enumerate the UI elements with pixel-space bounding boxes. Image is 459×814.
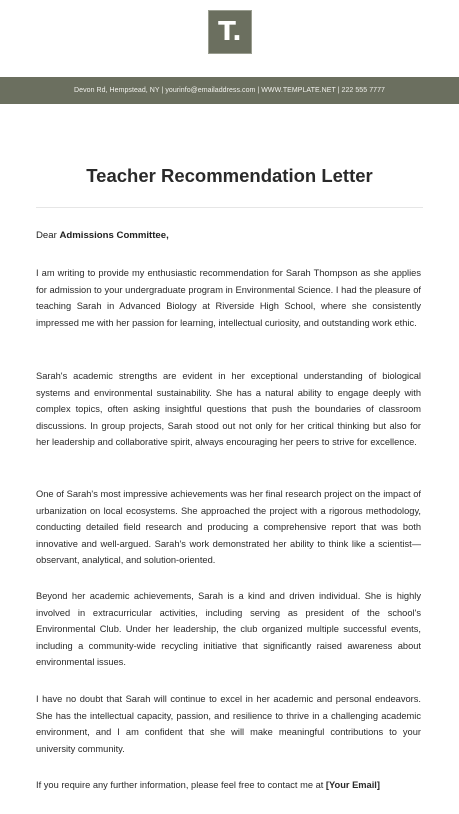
paragraph-strengths: Sarah's academic strengths are evident in her exceptional understanding of biological systems and environmental sustainability. She has a natural ability to engage deeply with complex topics, often asking insightful questions that push the boundaries of classroom discussions. In group projects, Sarah stood out not only for her critical thinking but also for her leadership and collaborative spirit, always encouraging her peers to strive for excellence. bbox=[36, 371, 421, 448]
salutation bbox=[36, 230, 169, 241]
paragraph-character: Beyond her academic achievements, Sarah is a kind and driven individual. She is highly involved in extracurricular activities, including serving as president of the school's Environmental Club. Under her leadership, the club organized multiple successful events, including a community-wide recycling initiative that significantly raised awareness about environmental issues. bbox=[36, 591, 421, 668]
paragraph-intro: I am writing to provide my enthusiastic recommendation for Sarah Thompson as she applies for admission to your undergraduate program in Environmental Science. I had the pleasure of teaching Sarah in Advanced Biology at Riverside High School, where she consistently impressed me with her passion for learning, intellectual curiosity, and outstanding work ethic. bbox=[36, 268, 421, 328]
company-logo bbox=[208, 10, 252, 54]
salutation-prefix: Dear bbox=[36, 230, 60, 241]
salutation-recipient: Admissions Committee, bbox=[59, 230, 169, 241]
letter-title: Teacher Recommendation Letter bbox=[86, 165, 373, 186]
contact-info: Devon Rd, Hempstead, NY | yourinfo@emailaddress.com | WWW.TEMPLATE.NET | 222 555 7777 bbox=[74, 87, 385, 94]
contact-header-band bbox=[0, 77, 459, 104]
paragraph-conclusion: I have no doubt that Sarah will continue to excel in her academic and personal endeavors. She has the intellectual capacity, passion, and resilience to thrive in a challenging academic environment, and I am confident that she will make meaningful contributions to your university community. bbox=[36, 694, 421, 754]
email-placeholder: [Your Email] bbox=[325, 780, 380, 790]
closing-text: If you require any further information, please feel free to contact me at bbox=[36, 780, 326, 790]
logo-letter: T. bbox=[218, 17, 242, 47]
closing-line bbox=[36, 780, 380, 790]
paragraph-research: One of Sarah's most impressive achievements was her final research project on the impact of urbanization on local ecosystems. She approached the project with a rigorous methodology, conducting detailed field research and producing a comprehensive report that was both innovative and well-argued. Sarah's work demonstrated her ability to think like a scientist—observant, analytical, and solution-oriented. bbox=[36, 489, 421, 566]
title-divider bbox=[36, 207, 423, 208]
